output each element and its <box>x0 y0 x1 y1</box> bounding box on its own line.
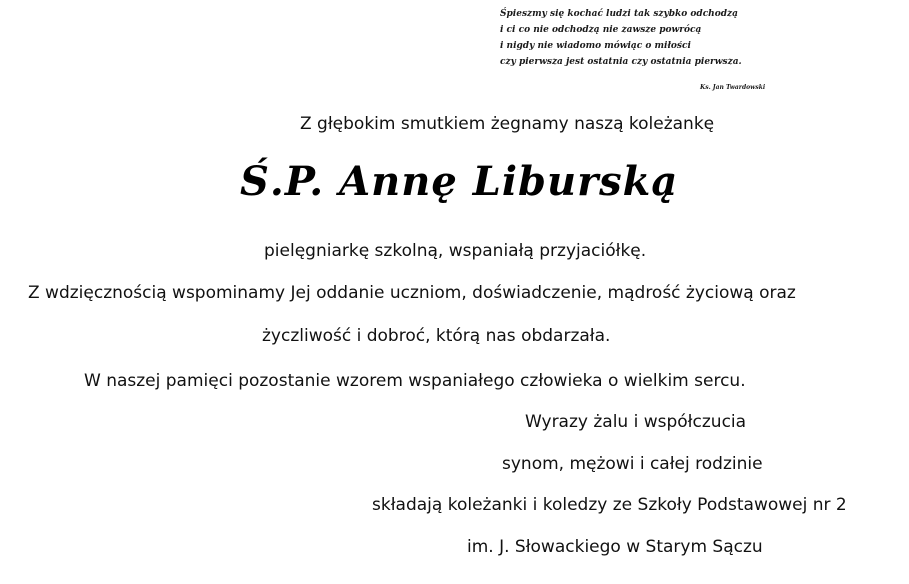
body-line-3: życzliwość i dobroć, którą nas obdarzała. <box>262 326 611 346</box>
body-line-4: W naszej pamięci pozostanie wzorem wspaniałego człowieka o wielkim sercu. <box>84 371 746 391</box>
poem-author: Ks. Jan Twardowski <box>700 84 766 91</box>
body-line-2: Z wdzięcznością wspominamy Jej oddanie uczniom, doświadczenie, mądrość życiową oraz <box>28 283 796 303</box>
intro-text: Z głębokim smutkiem żegnamy naszą koleżankę <box>300 114 715 134</box>
condolences-line-2: synom, mężowi i całej rodzinie <box>502 454 763 474</box>
condolences-line-3: składają koleżanki i koledzy ze Szkoły Podstawowej nr 2 <box>372 495 847 515</box>
body-line-1: pielęgniarkę szkolną, wspaniałą przyjaciółkę. <box>264 241 647 261</box>
condolences-line-4: im. J. Słowackiego w Starym Sączu <box>467 537 763 557</box>
poem-line: i nigdy nie wiadomo mówiąc o miłości <box>500 41 691 51</box>
poem-line: czy pierwsza jest ostatnia czy ostatnia pierwsza. <box>500 57 742 67</box>
deceased-name: Ś.P. Annę Liburską <box>240 158 679 205</box>
epigraph-poem <box>500 6 742 70</box>
poem-line: Śpieszmy się kochać ludzi tak szybko odchodzą <box>500 9 738 19</box>
poem-line: i ci co nie odchodzą nie zawsze powrócą <box>500 25 702 35</box>
condolences-line-1: Wyrazy żalu i współczucia <box>525 412 747 432</box>
